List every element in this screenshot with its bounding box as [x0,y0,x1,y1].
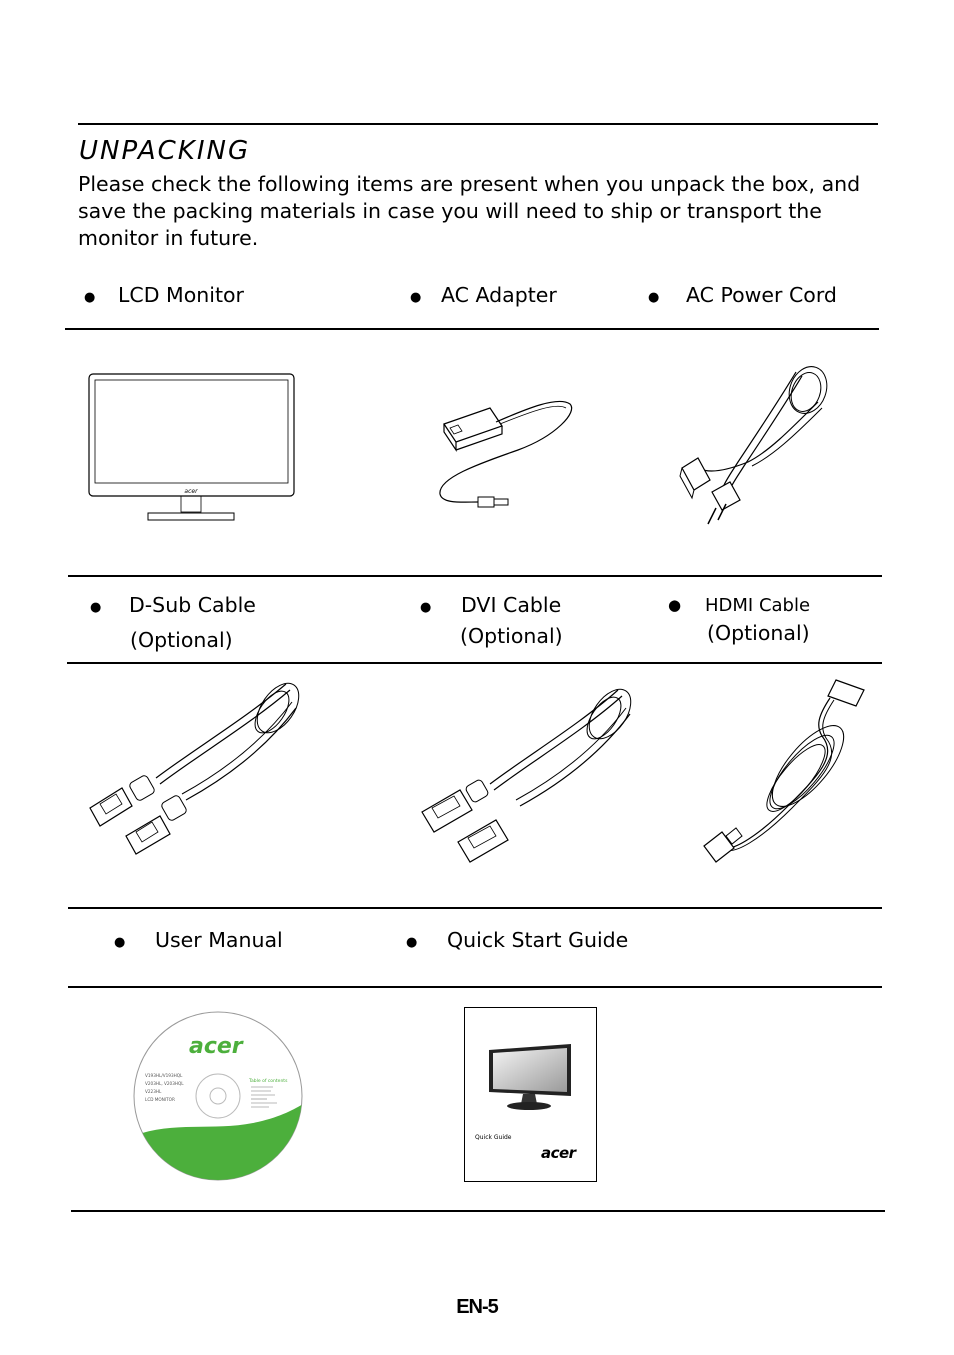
intro-paragraph: Please check the following items are present when you unpack the box, and save the packing materials in case you will need to ship or transport the monitor in future. [78,172,861,250]
dvi-cable-illustration [420,684,640,864]
guide-logo: acer [541,1144,576,1162]
top-rule [78,123,878,125]
cd-contents-title: Table of contents [249,1079,288,1084]
ac-power-cord-illustration [678,362,838,532]
cd-line-3: V223HL [145,1089,162,1094]
label-lcd-monitor: LCD Monitor [118,283,244,307]
quick-start-guide-illustration [464,1007,597,1182]
label-user-manual: User Manual [155,928,283,952]
monitor-logo: acer [184,488,198,495]
label-hdmi-cable: HDMI Cable [705,595,811,616]
page-number: EN-5 [456,1296,498,1318]
row-divider [68,907,882,909]
bullet: ● [406,935,418,950]
row-divider [65,328,879,330]
bullet: ● [648,290,660,305]
hdmi-cable-illustration [698,676,868,876]
row-divider [68,986,882,988]
label-dvi-optional: (Optional) [460,624,563,648]
bullet: ● [668,596,682,614]
bullet: ● [420,600,432,615]
ac-adapter-illustration [438,398,578,513]
bullet: ● [114,935,126,950]
label-dsub-cable: D-Sub Cable [129,593,256,617]
row-divider [68,575,882,577]
bullet: ● [410,290,422,305]
cd-logo: acer [189,1034,243,1059]
bullet: ● [84,290,96,305]
cd-line-2: V203HL, V203HQL [145,1081,184,1086]
cd-line-1: V193HL/V193HQL [145,1073,183,1078]
label-dsub-optional: (Optional) [130,628,233,652]
label-hdmi-optional: (Optional) [707,621,810,645]
user-manual-cd-illustration [133,1011,303,1181]
row-divider [71,1210,885,1212]
label-dvi-cable: DVI Cable [461,593,562,617]
cd-line-4: LCD MONITOR [145,1097,175,1102]
label-quick-start-guide: Quick Start Guide [447,928,629,952]
lcd-monitor-illustration [88,373,298,523]
section-title: UNPACKING [79,136,251,166]
bullet: ● [90,600,102,615]
label-ac-power-cord: AC Power Cord [686,283,837,307]
row-divider [67,662,882,664]
label-ac-adapter: AC Adapter [441,283,557,307]
guide-monitor-image [487,1044,573,1114]
dsub-cable-illustration [86,678,306,858]
guide-caption: Quick Guide [475,1134,512,1141]
